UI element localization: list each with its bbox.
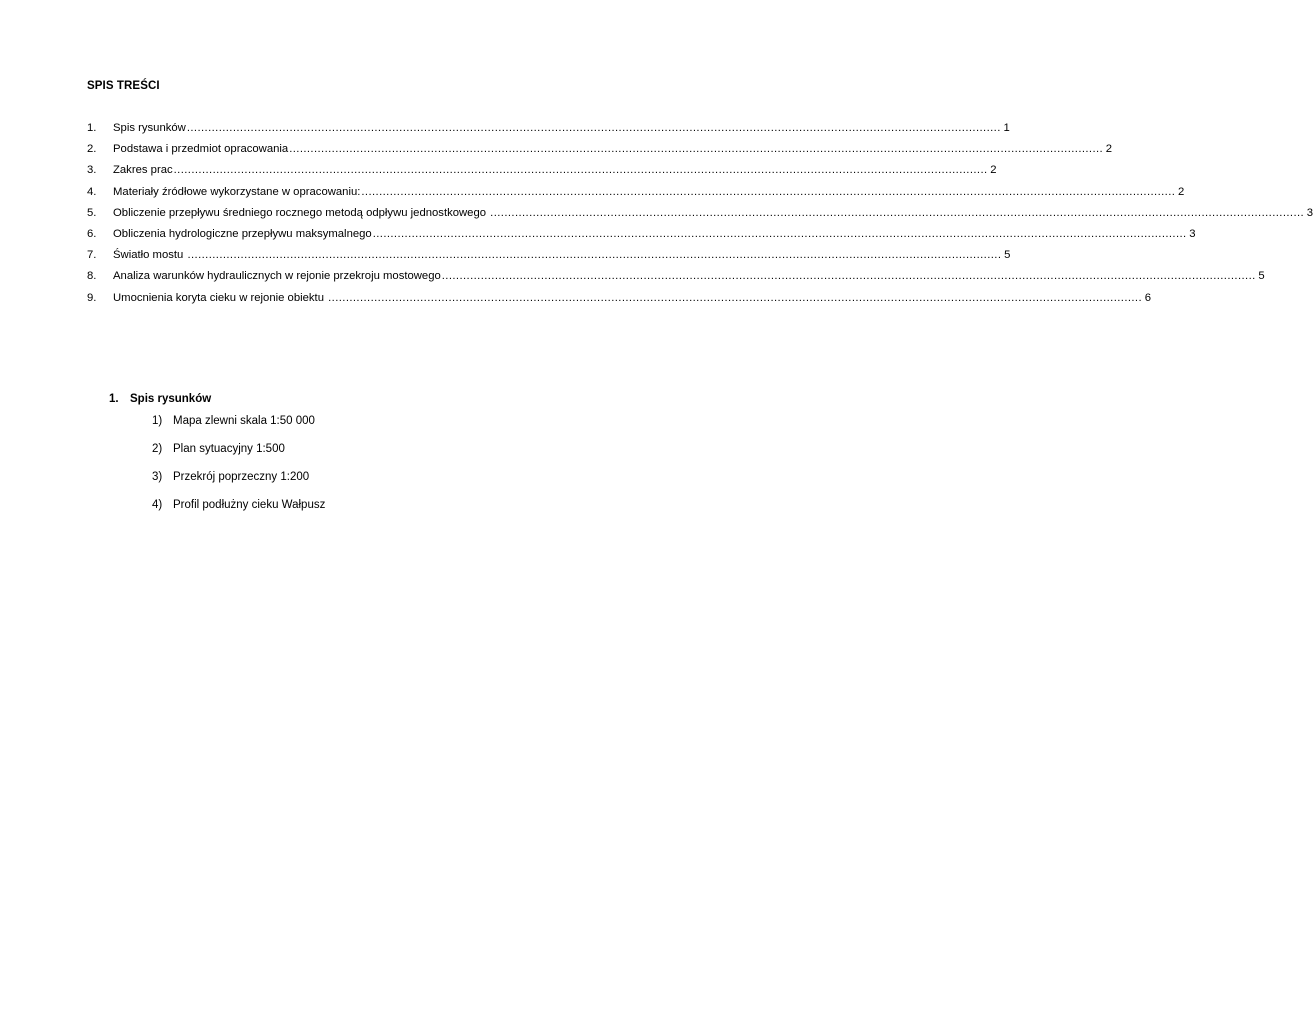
toc-title: SPIS TREŚCI — [87, 80, 160, 92]
section-heading — [109, 393, 211, 405]
toc-entry-page: 2 — [1105, 143, 1113, 156]
toc-entry-title: Umocnienia koryta cieku w rejonie obiektu — [113, 291, 328, 304]
toc-entry-page: 5 — [1258, 270, 1265, 283]
toc-entry-number: 2. — [87, 143, 97, 156]
toc-entry-page: 3 — [1189, 227, 1196, 240]
toc-entry-number: 5. — [87, 206, 97, 219]
toc-entry-title: Podstawa i przedmiot opracowania — [113, 143, 289, 156]
toc-entry[interactable] — [87, 248, 1011, 269]
list-item — [152, 414, 325, 442]
toc-entry-number: 9. — [87, 291, 97, 304]
list-item — [152, 498, 325, 526]
toc-entry-page: 5 — [1004, 249, 1011, 262]
toc-dot-leader: ...................................................................................................................................................................................................................................... — [173, 164, 988, 177]
toc-entry-number: 7. — [87, 249, 97, 262]
toc-dot-leader: ...................................................................................................................................................................................................................................... — [328, 291, 1143, 304]
toc-entry-title: Spis rysunków — [113, 122, 186, 134]
list-item-number: 2) — [152, 443, 163, 455]
list-item-number: 3) — [152, 471, 163, 483]
toc-dot-leader: ...................................................................................................................................................................................................................................... — [372, 227, 1187, 240]
toc-entry-title: Obliczenia hydrologiczne przepływu maksymalnego — [113, 227, 372, 240]
toc-dot-leader: ...................................................................................................................................................................................................................................... — [187, 249, 1002, 262]
list-item — [152, 442, 325, 470]
toc-entry[interactable] — [87, 142, 1113, 163]
list-item — [152, 470, 325, 498]
toc-entry-page: 2 — [1177, 185, 1185, 198]
list-item-number: 4) — [152, 499, 163, 511]
toc-entry-page: 6 — [1144, 291, 1152, 304]
toc-entry-title: Materiały źródłowe wykorzystane w opracowaniu: — [113, 185, 361, 198]
toc-dot-leader: ...................................................................................................................................................................................................................................... — [361, 185, 1176, 198]
toc-entry[interactable] — [87, 163, 997, 184]
toc-entry[interactable] — [87, 227, 1196, 248]
toc-entry-number: 3. — [87, 164, 97, 177]
list-item-number: 1) — [152, 415, 163, 427]
toc-entry[interactable] — [87, 206, 1313, 227]
toc-entry-title: Obliczenie przepływu średniego rocznego metodą odpływu jednostkowego — [113, 206, 490, 219]
toc-entry-title: Analiza warunków hydraulicznych w rejonie przekroju mostowego — [113, 270, 441, 283]
toc-entry-number: 6. — [87, 227, 97, 240]
toc-entry-number: 1. — [87, 122, 97, 134]
figure-list — [152, 414, 325, 526]
toc-entry[interactable] — [87, 291, 1152, 312]
toc-entry[interactable] — [87, 121, 1010, 142]
list-item-text: Profil podłużny cieku Wałpusz — [173, 499, 326, 511]
section-title: Spis rysunków — [130, 393, 212, 405]
toc-dot-leader: ...................................................................................................................................................................................................................................... — [186, 122, 1001, 134]
list-item-text: Przekrój poprzeczny 1:200 — [173, 471, 310, 483]
toc-entry-page: 1 — [1003, 122, 1010, 134]
toc-dot-leader: ...................................................................................................................................................................................................................................... — [289, 143, 1104, 156]
toc-dot-leader: ...................................................................................................................................................................................................................................... — [490, 206, 1305, 219]
toc-entry-number: 8. — [87, 270, 97, 283]
toc-entry-page: 2 — [990, 164, 997, 177]
toc-entry-title: Zakres prac — [113, 164, 173, 177]
toc-dot-leader: ...................................................................................................................................................................................................................................... — [441, 270, 1256, 283]
list-item-text: Plan sytuacyjny 1:500 — [173, 443, 285, 455]
toc-entry-page: 3 — [1306, 206, 1313, 219]
toc-entry-title: Światło mostu — [113, 249, 187, 262]
toc-list — [87, 121, 1313, 312]
section-number: 1. — [109, 393, 119, 405]
toc-entry[interactable] — [87, 185, 1185, 206]
list-item-text: Mapa zlewni skala 1:50 000 — [173, 415, 315, 427]
toc-entry[interactable] — [87, 269, 1265, 290]
toc-entry-number: 4. — [87, 185, 97, 198]
